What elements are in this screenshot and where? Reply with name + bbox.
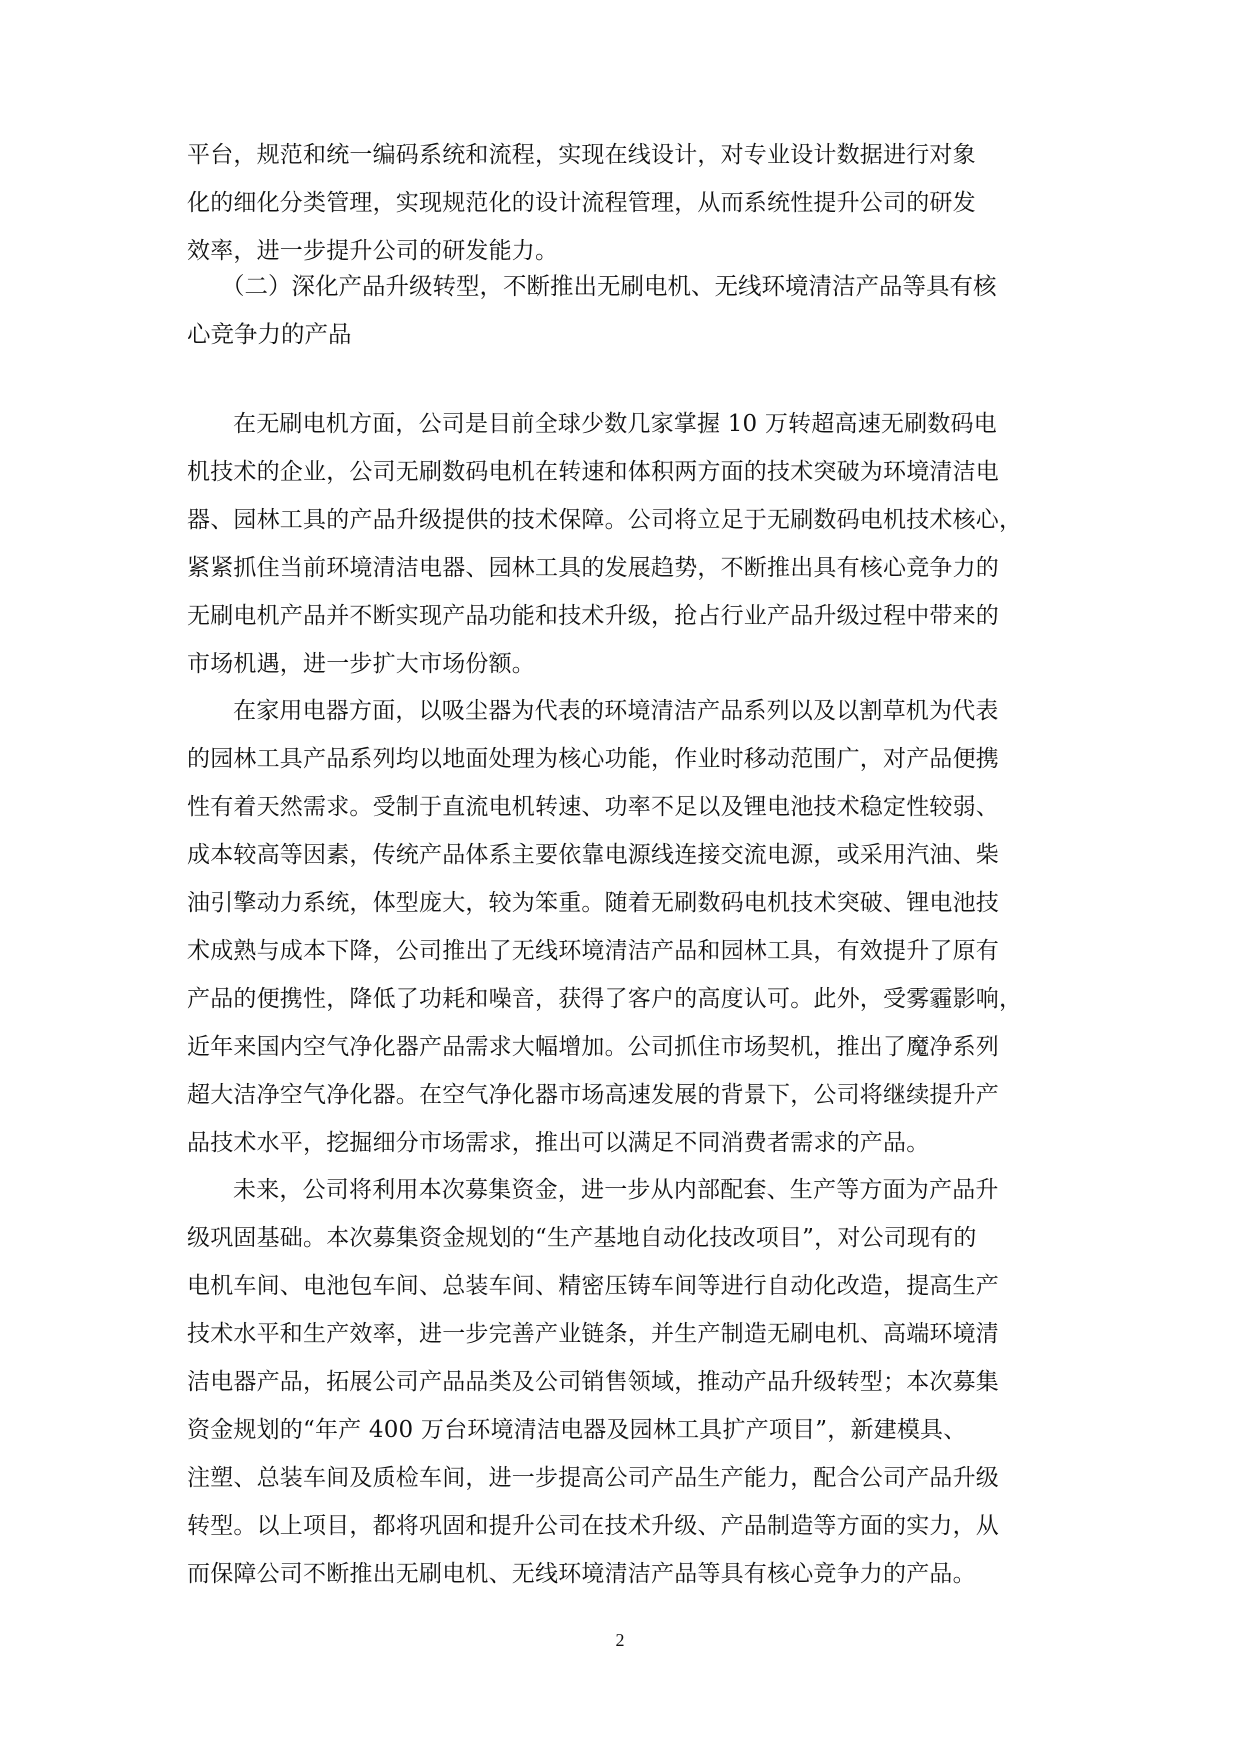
paragraph-line: 市场机遇，进一步扩大市场份额。 (187, 651, 535, 677)
paragraph-future (187, 1166, 1067, 1598)
paragraph-line: 在家用电器方面，以吸尘器为代表的环境清洁产品系列以及以割草机为代表 (233, 698, 999, 724)
paragraph-line: 未来，公司将利用本次募集资金，进一步从内部配套、生产等方面为产品升 (233, 1177, 999, 1203)
paragraph-line: 机技术的企业，公司无刷数码电机在转速和体积两方面的技术突破为环境清洁电 (187, 459, 999, 485)
paragraph-motor (187, 400, 1067, 688)
paragraph-line: 效率，进一步提升公司的研发能力。 (187, 238, 559, 264)
page-number: 2 (615, 1630, 625, 1650)
paragraph-line: 注塑、总装车间及质检车间，进一步提高公司产品生产能力，配合公司产品升级 (187, 1465, 999, 1491)
intro-paragraph (187, 131, 1067, 275)
heading-line: （二）深化产品升级转型，不断推出无刷电机、无线环境清洁产品等具有核 (221, 272, 997, 300)
paragraph-line: 而保障公司不断推出无刷电机、无线环境清洁产品等具有核心竞争力的产品。 (187, 1561, 976, 1587)
paragraph-line: 资金规划的“年产 400 万台环境清洁电器及园林工具扩产项目”，新建模具、 (187, 1417, 967, 1443)
section-heading (187, 262, 1067, 358)
paragraph-line: 成本较高等因素，传统产品体系主要依靠电源线连接交流电源，或采用汽油、柴 (187, 842, 999, 868)
paragraph-appliance (187, 687, 1067, 1167)
paragraph-line: 平台，规范和统一编码系统和流程，实现在线设计，对专业设计数据进行对象 (187, 142, 976, 168)
paragraph-line: 近年来国内空气净化器产品需求大幅增加。公司抓住市场契机，推出了魔净系列 (187, 1034, 999, 1060)
paragraph-line: 级巩固基础。本次募集资金规划的“生产基地自动化技改项目”，对公司现有的 (187, 1225, 977, 1251)
paragraph-line: 的园林工具产品系列均以地面处理为核心功能，作业时移动范围广，对产品便携 (187, 746, 999, 772)
paragraph-line: 品技术水平，挖掘细分市场需求，推出可以满足不同消费者需求的产品。 (187, 1130, 930, 1156)
paragraph-line: 紧紧抓住当前环境清洁电器、园林工具的发展趋势，不断推出具有核心竞争力的 (187, 555, 999, 581)
paragraph-line: 无刷电机产品并不断实现产品功能和技术升级，抢占行业产品升级过程中带来的 (187, 603, 999, 629)
paragraph-line: 转型。以上项目，都将巩固和提升公司在技术升级、产品制造等方面的实力，从 (187, 1513, 999, 1539)
paragraph-line: 电机车间、电池包车间、总装车间、精密压铸车间等进行自动化改造，提高生产 (187, 1273, 999, 1299)
paragraph-line: 术成熟与成本下降，公司推出了无线环境清洁产品和园林工具，有效提升了原有 (187, 938, 999, 964)
paragraph-line: 产品的便携性，降低了功耗和噪音，获得了客户的高度认可。此外，受雾霾影响， (187, 986, 1023, 1012)
paragraph-line: 化的细化分类管理，实现规范化的设计流程管理，从而系统性提升公司的研发 (187, 190, 976, 216)
paragraph-line: 在无刷电机方面，公司是目前全球少数几家掌握 10 万转超高速无刷数码电 (233, 411, 997, 437)
paragraph-line: 油引擎动力系统，体型庞大，较为笨重。随着无刷数码电机技术突破、锂电池技 (187, 890, 999, 916)
paragraph-line: 洁电器产品，拓展公司产品品类及公司销售领域，推动产品升级转型；本次募集 (187, 1369, 999, 1395)
paragraph-line: 超大洁净空气净化器。在空气净化器市场高速发展的背景下，公司将继续提升产 (187, 1082, 999, 1108)
paragraph-line: 技术水平和生产效率，进一步完善产业链条，并生产制造无刷电机、高端环境清 (187, 1321, 999, 1347)
heading-line: 心竞争力的产品 (187, 320, 352, 348)
paragraph-line: 器、园林工具的产品升级提供的技术保障。公司将立足于无刷数码电机技术核心， (187, 507, 1023, 533)
paragraph-line: 性有着天然需求。受制于直流电机转速、功率不足以及锂电池技术稳定性较弱、 (187, 794, 999, 820)
